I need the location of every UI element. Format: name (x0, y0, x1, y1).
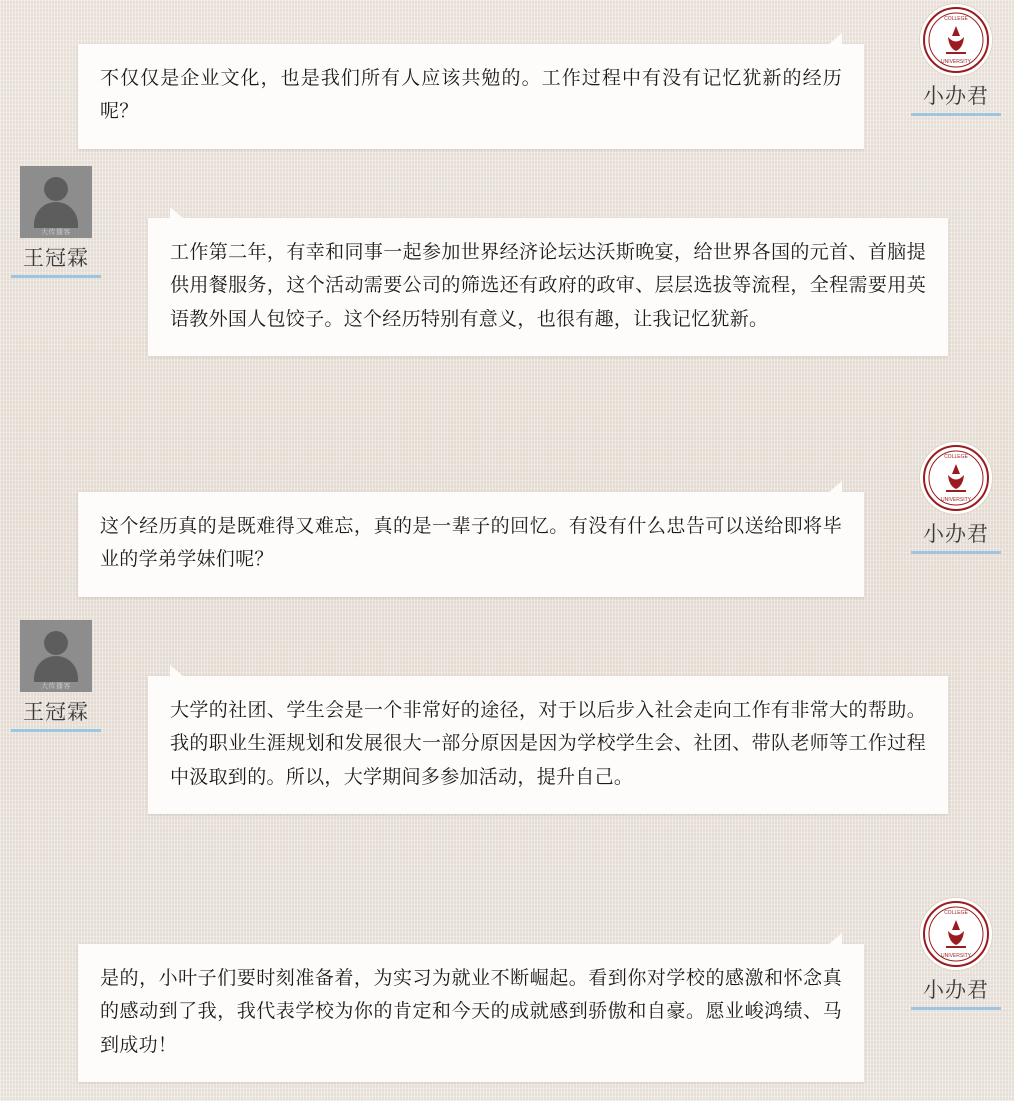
silhouette-head (44, 631, 68, 655)
speaker-name: 小办君 (923, 979, 989, 1002)
name-underline (911, 551, 1001, 554)
speaker-avatar-guest (8, 166, 104, 278)
speaker-name: 小办君 (923, 85, 989, 108)
name-underline (911, 113, 1001, 116)
name-underline (911, 1007, 1001, 1010)
college-crest-icon (920, 898, 992, 970)
svg-text:UNIVERSITY: UNIVERSITY (940, 59, 972, 65)
message-bubble (148, 218, 948, 356)
avatar-watermark: 大传播客 (41, 683, 71, 690)
speaker-avatar-host (908, 4, 1004, 116)
svg-text:COLLEGE: COLLEGE (944, 16, 968, 22)
svg-text:COLLEGE: COLLEGE (944, 910, 968, 916)
person-silhouette-icon (20, 620, 92, 692)
message-bubble (148, 676, 948, 814)
speaker-name: 王冠霖 (23, 701, 89, 724)
speaker-avatar-host (908, 898, 1004, 1010)
message-text: 工作第二年，有幸和同事一起参加世界经济论坛达沃斯晚宴，给世界各国的元首、首脑提供用餐服务，这个活动需要公司的筛选还有政府的政审、层层选拔等流程，全程需要用英语教外国人包饺子。这个经历特别有意义，也很有趣，让我记忆犹新。 (170, 242, 926, 330)
silhouette-head (44, 177, 68, 201)
silhouette-body (34, 202, 78, 228)
college-crest-icon (920, 4, 992, 76)
speaker-avatar-host (908, 442, 1004, 554)
message-bubble (78, 944, 864, 1082)
name-underline (11, 729, 101, 732)
message-text: 不仅仅是企业文化，也是我们所有人应该共勉的。工作过程中有没有记忆犹新的经历呢？ (100, 68, 842, 123)
avatar-watermark: 大传播客 (41, 229, 71, 236)
silhouette-body (34, 656, 78, 682)
message-text: 大学的社团、学生会是一个非常好的途径，对于以后步入社会走向工作有非常大的帮助。我的职业生涯规划和发展很大一部分原因是因为学校学生会、社团、带队老师等工作过程中汲取到的。所以，大学期间多参加活动，提升自己。 (170, 700, 926, 788)
name-underline (11, 275, 101, 278)
message-bubble (78, 44, 864, 149)
person-silhouette-icon (20, 166, 92, 238)
svg-text:COLLEGE: COLLEGE (944, 454, 968, 460)
message-text: 这个经历真的是既难得又难忘，真的是一辈子的回忆。有没有什么忠告可以送给即将毕业的学弟学妹们呢？ (100, 516, 842, 571)
svg-text:UNIVERSITY: UNIVERSITY (940, 953, 972, 959)
svg-text:UNIVERSITY: UNIVERSITY (940, 497, 972, 503)
college-crest-icon (920, 442, 992, 514)
message-bubble (78, 492, 864, 597)
speaker-name: 小办君 (923, 523, 989, 546)
speaker-name: 王冠霖 (23, 247, 89, 270)
message-text: 是的，小叶子们要时刻准备着，为实习为就业不断崛起。看到你对学校的感激和怀念真的感动到了我，我代表学校为你的肯定和今天的成就感到骄傲和自豪。愿业峻鸿绩、马到成功！ (100, 968, 842, 1056)
speaker-avatar-guest (8, 620, 104, 732)
